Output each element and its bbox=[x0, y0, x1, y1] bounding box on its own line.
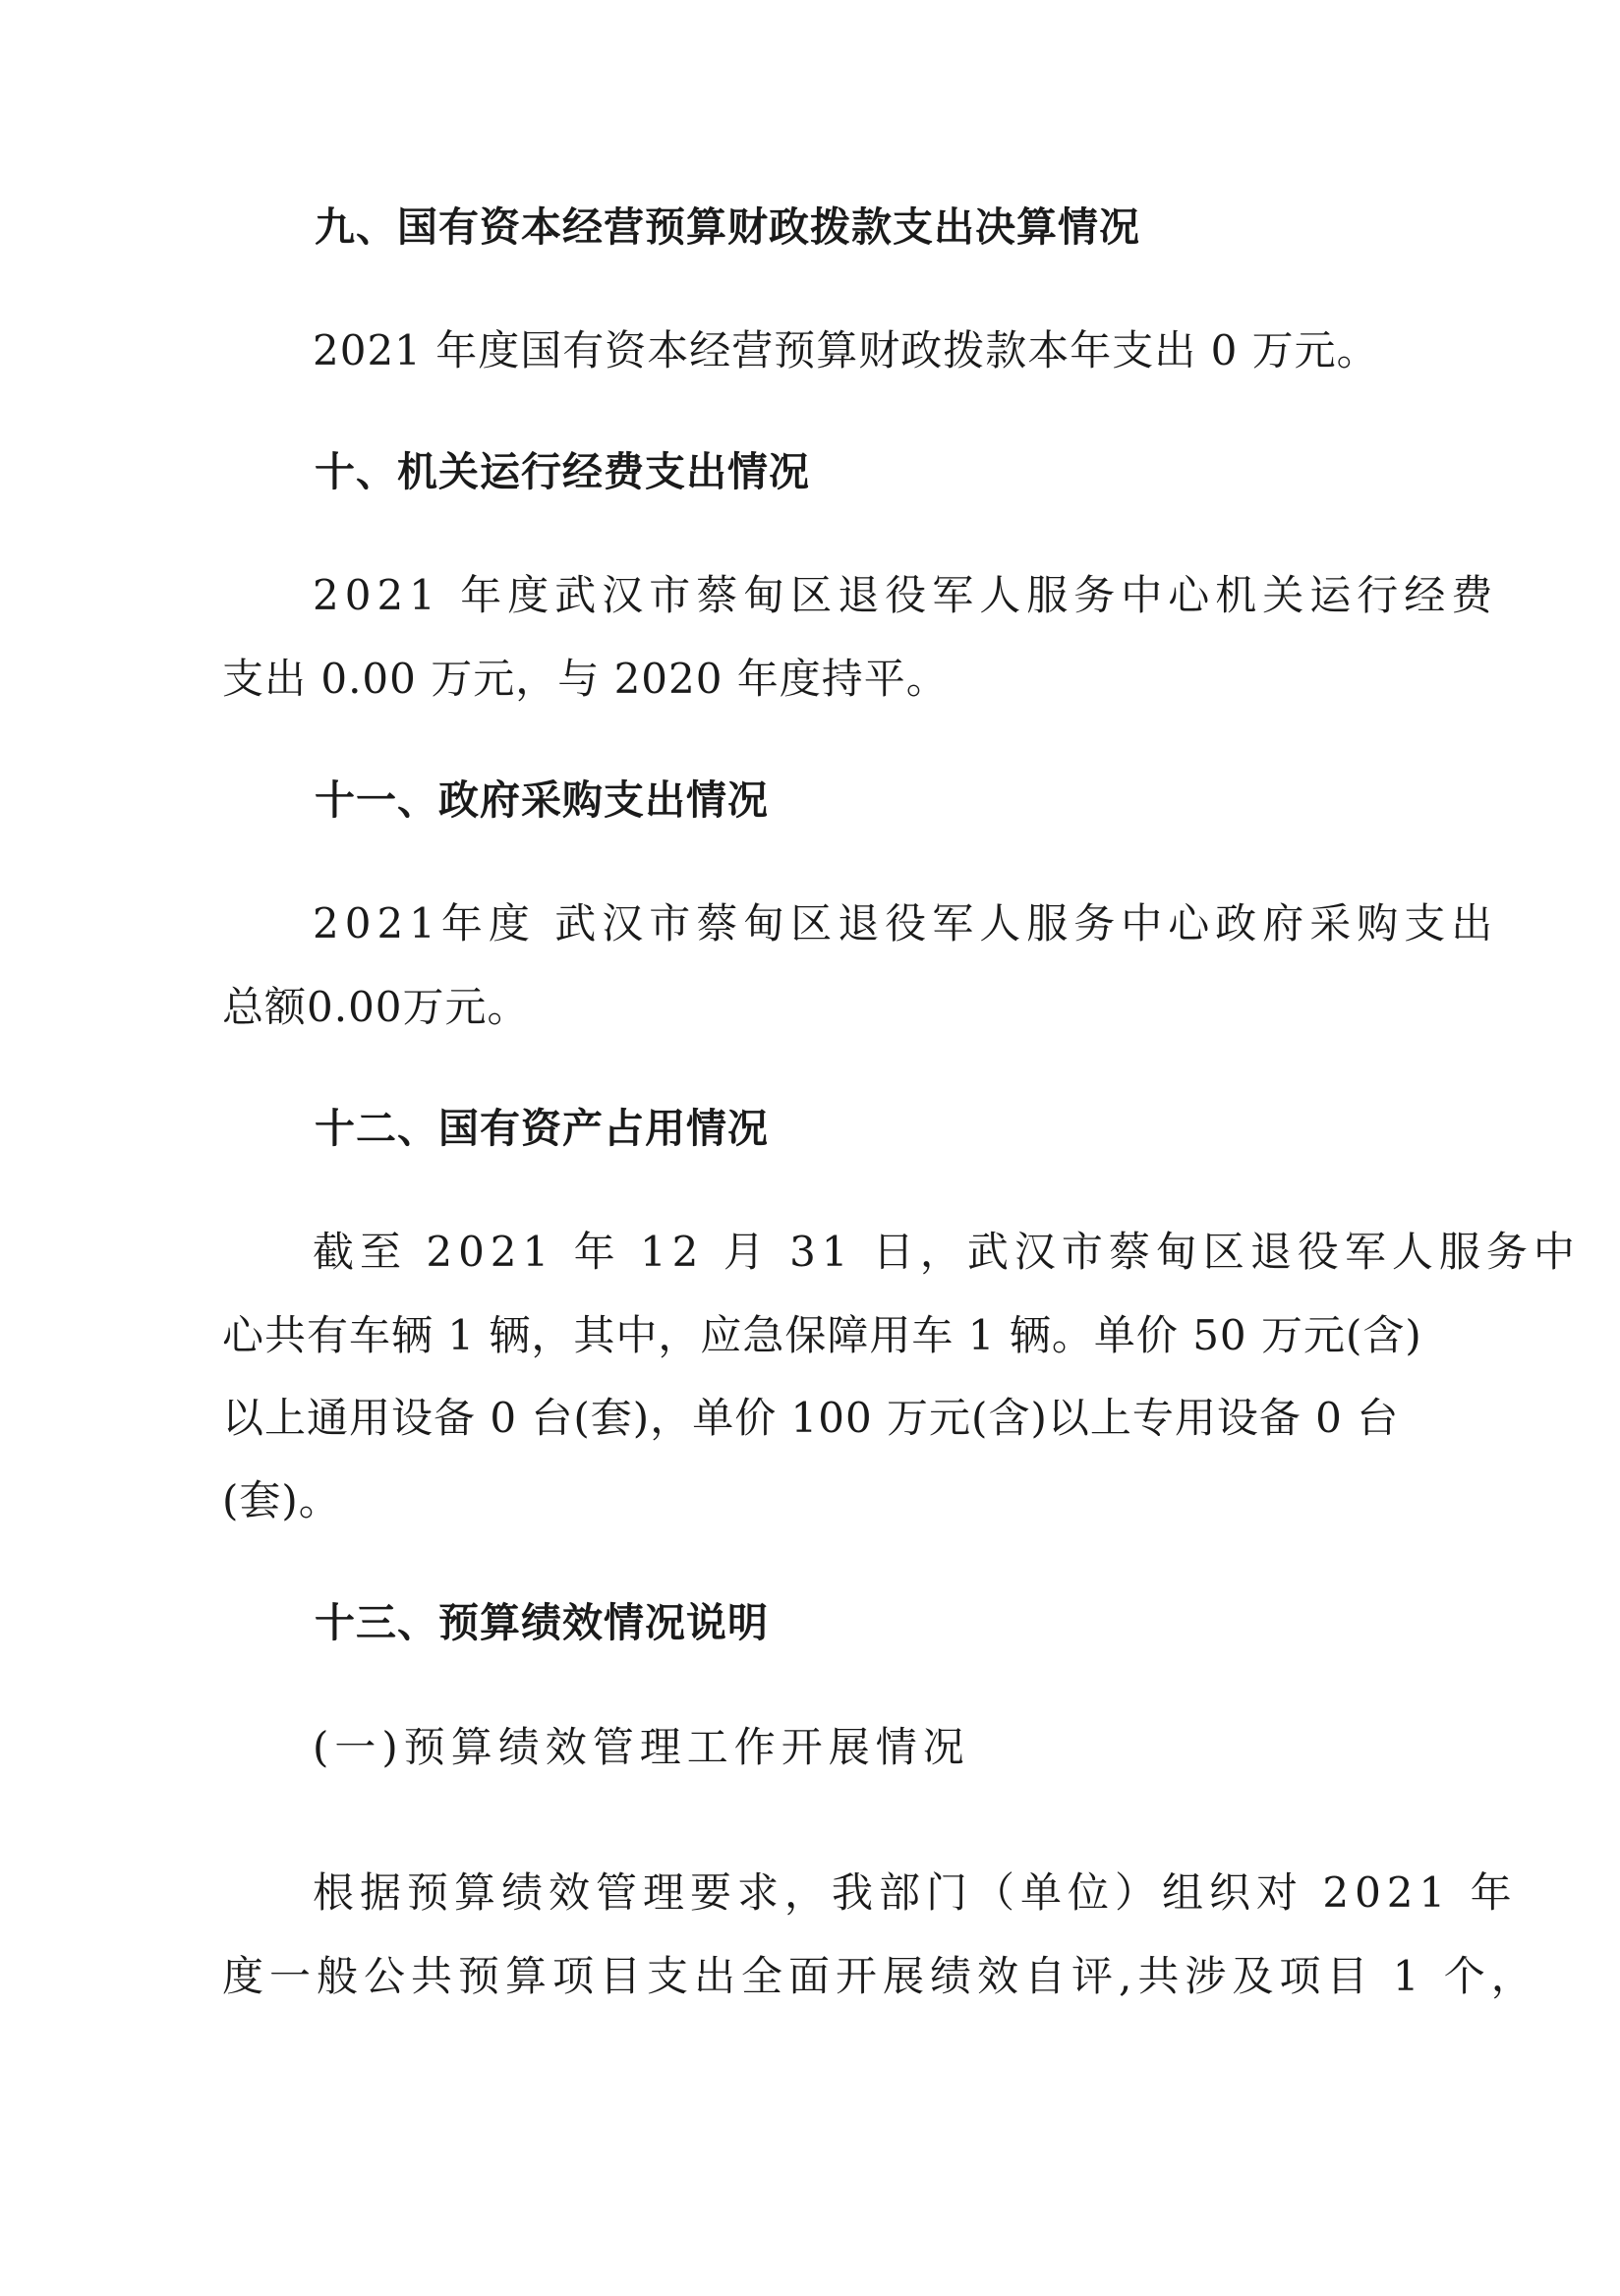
section-11-heading: 十一、政府采购支出情况 bbox=[315, 776, 769, 824]
section-12-paragraph-line: 以上通用设备 0 台(套)，单价 100 万元(含)以上专用设备 0 台 bbox=[222, 1394, 1400, 1442]
section-10-heading: 十、机关运行经费支出情况 bbox=[315, 448, 810, 495]
section-13-heading: 十三、预算绩效情况说明 bbox=[315, 1599, 769, 1646]
section-10-paragraph-line: 支出 0.00 万元，与 2020 年度持平。 bbox=[222, 655, 949, 703]
section-10-paragraph-line: 2021 年度武汉市蔡甸区退役军人服务中心机关运行经费 bbox=[313, 571, 1499, 619]
section-12-paragraph-line: 心共有车辆 1 辆，其中，应急保障用车 1 辆。单价 50 万元(含) bbox=[222, 1311, 1422, 1359]
section-11-paragraph-line: 总额0.00万元。 bbox=[222, 983, 530, 1031]
section-9-heading: 九、国有资本经营预算财政拨款支出决算情况 bbox=[315, 203, 1140, 251]
section-12-paragraph-line: 截至 2021 年 12 月 31 日，武汉市蔡甸区退役军人服务中 bbox=[313, 1228, 1581, 1276]
section-13-subheading: (一)预算绩效管理工作开展情况 bbox=[313, 1723, 970, 1771]
section-12-paragraph-line: (套)。 bbox=[222, 1476, 341, 1524]
section-12-heading: 十二、国有资产占用情况 bbox=[315, 1105, 769, 1152]
section-13-paragraph-line: 根据预算绩效管理要求，我部门（单位）组织对 2021 年 bbox=[313, 1868, 1518, 1917]
section-11-paragraph-line: 2021年度 武汉市蔡甸区退役军人服务中心政府采购支出 bbox=[313, 899, 1499, 947]
section-13-paragraph-line: 度一般公共预算项目支出全面开展绩效自评,共涉及项目 1 个， bbox=[222, 1952, 1538, 2000]
section-9-paragraph-line: 2021 年度国有资本经营预算财政拨款本年支出 0 万元。 bbox=[313, 326, 1379, 374]
